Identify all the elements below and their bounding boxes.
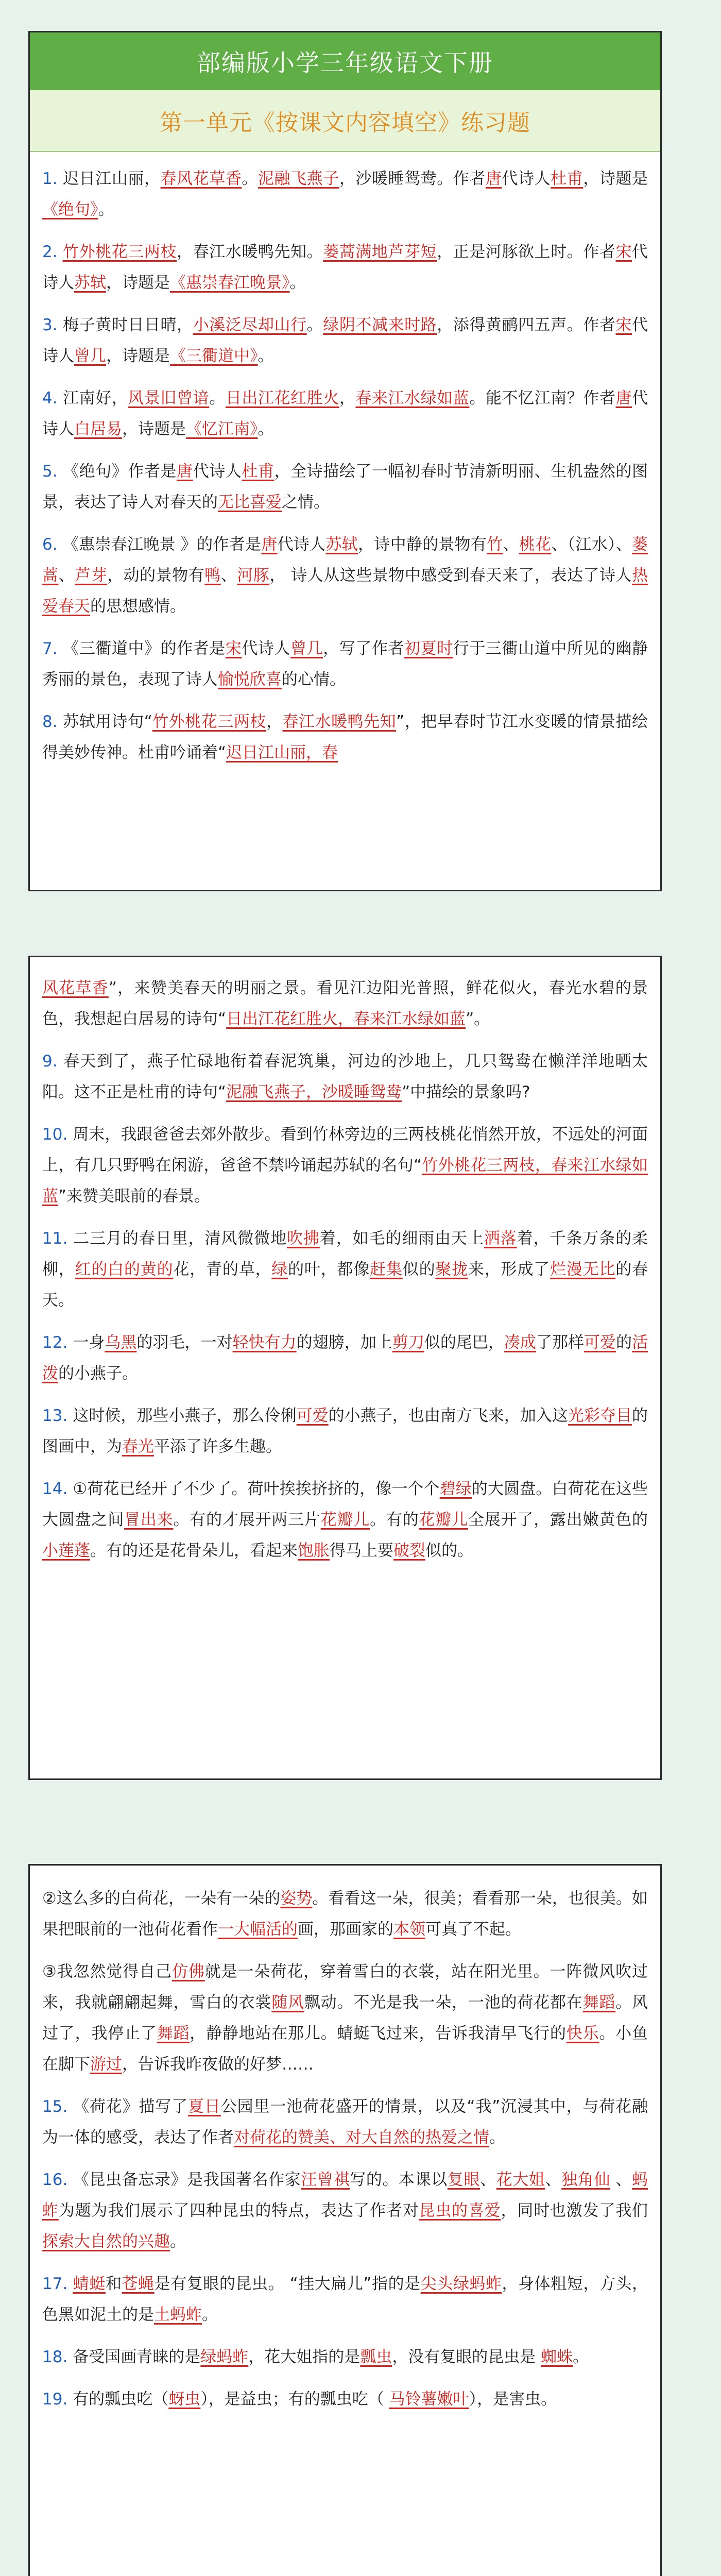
answer-text: 花大姐	[496, 2171, 545, 2189]
worksheet-page-1	[28, 31, 662, 891]
answer-text: 白居易	[74, 420, 122, 438]
question-text: 这时候，那些小燕子，那么伶俐	[73, 1406, 297, 1425]
question-text: 。	[489, 2128, 505, 2147]
answer-text: 竹	[487, 535, 503, 554]
question-text: 。	[306, 316, 323, 334]
question-text: 的叶，都像	[288, 1260, 370, 1279]
answer-text: 复眼	[447, 2171, 480, 2189]
answer-text: 竹外桃花三两枝	[62, 243, 177, 261]
answer-text: 花瓣儿	[419, 1511, 468, 1529]
question-item	[42, 2342, 648, 2372]
question-text: ”来赞美眼前的春景。	[58, 1187, 211, 1206]
question-item	[42, 236, 648, 298]
question-text: 二三月的春日里，清风微微地	[73, 1229, 287, 1248]
answer-text: 苍蝇	[122, 2275, 154, 2293]
worksheet-page-3	[28, 1864, 662, 2576]
question-text: 画，那画家的	[298, 1920, 393, 1939]
question-text: ，诗题是	[122, 420, 186, 438]
question-text: 、	[58, 566, 75, 585]
answer-text: 桃花	[519, 535, 552, 554]
question-number: 13.	[42, 1406, 68, 1425]
answer-text: 本领	[393, 1920, 425, 1939]
answer-text: 红的白的黄的	[75, 1260, 174, 1279]
question-text: 平添了许多生趣。	[154, 1437, 282, 1456]
answer-text: 竹外桃花三两枝	[152, 713, 266, 731]
question-text: ，正是河豚欲上时。作者	[437, 243, 616, 261]
answer-text: 瓢虫	[360, 2348, 392, 2366]
answer-text: 小溪泛尽却山行	[193, 316, 307, 334]
question-text: 。	[573, 2348, 589, 2366]
question-text: 的图画中，为	[42, 1406, 648, 1456]
question-number: 3.	[42, 316, 58, 334]
question-text: 似的。	[425, 1541, 473, 1560]
answer-text: 光彩夺目	[568, 1406, 632, 1425]
question-text: 《绝句》作者是	[62, 462, 177, 481]
answer-text: 春光	[122, 1437, 154, 1456]
question-item	[42, 1473, 648, 1566]
question-text: ，全诗描绘了一幅初春时节清新明丽、生机盎然的图景，表达了诗人对春天的	[42, 462, 648, 512]
question-text: 《三衢道中》的作者是	[62, 639, 226, 658]
question-text: ，没有复眼的昆虫是	[392, 2348, 541, 2366]
question-item	[42, 310, 648, 371]
answer-text: 花瓣儿	[320, 1511, 370, 1529]
answer-text: 蒌蒿满地芦芽短	[323, 243, 437, 261]
answer-text: 独角仙	[561, 2171, 610, 2189]
page-title: 部编版小学三年级语文下册	[197, 49, 493, 77]
question-text: 。	[242, 170, 258, 188]
answer-text: 迟日江山丽，春	[226, 743, 338, 762]
question-text: ②这么多的白荷花，一朵有一朵的	[42, 1889, 281, 1908]
answer-text: 唐	[177, 462, 193, 481]
question-text: 。有的还是花骨朵儿，看起来	[90, 1541, 298, 1560]
question-list	[30, 1866, 660, 2415]
answer-text: 对荷花的赞美、对大自然的热爱之情	[234, 2128, 489, 2147]
question-text: ”，来赞美春天的明丽之景。看见江边阳光普照，鲜花似火，春光水碧的景色，我想起白居易的诗句“	[42, 979, 648, 1028]
answer-text: 洒落	[484, 1229, 517, 1248]
question-text: 、	[220, 566, 237, 585]
question-text: ，	[266, 713, 283, 731]
question-text: 的春天。	[42, 1260, 648, 1310]
question-text: ”。	[466, 1010, 490, 1028]
answer-text: 仿佛	[171, 1962, 205, 1981]
question-item	[42, 1223, 648, 1316]
answer-text: 泥融飞燕子	[258, 170, 339, 188]
answer-text: 蚂蚱	[42, 2171, 648, 2220]
question-number: 7.	[42, 639, 58, 658]
question-number: 8.	[42, 713, 58, 731]
question-text: ， 诗人从这些景物中感受到春天来了，表达了诗人	[269, 566, 632, 585]
answer-text: 凑成	[504, 1333, 536, 1352]
answer-text: 赶集	[370, 1260, 403, 1279]
question-text: 和	[106, 2275, 122, 2293]
question-text: 着，千条万条的柔柳，	[42, 1229, 648, 1279]
answer-text: 吹拂	[287, 1229, 320, 1248]
answer-text: 春来江水绿如蓝	[355, 389, 470, 408]
answer-text: 鸭	[204, 566, 221, 585]
question-text: 《惠崇春江晚景 》的作者是	[62, 535, 262, 554]
question-text: 就是一朵荷花，穿着雪白的衣裳，站在阳光里。一阵微风吹过来，我就翩翩起舞，雪白的衣裳	[42, 1962, 648, 2012]
question-text: 。有的	[370, 1511, 419, 1529]
answer-text: 活泼	[42, 1333, 648, 1383]
question-item	[42, 2091, 648, 2153]
question-text: 、	[610, 2171, 632, 2189]
question-number: 18.	[42, 2348, 68, 2366]
answer-text: 夏日	[188, 2097, 221, 2116]
question-number: 17.	[42, 2275, 68, 2293]
answer-text: 宋	[615, 243, 632, 261]
question-text: 了那样	[536, 1333, 585, 1352]
question-text: ，	[339, 389, 356, 408]
answer-text: 小莲蓬	[42, 1541, 90, 1560]
answer-text: 苏轼	[325, 535, 358, 554]
question-item	[42, 2268, 648, 2330]
answer-text: 蚜虫	[168, 2390, 201, 2409]
subtitle-banner	[30, 90, 660, 152]
question-text: 似的	[402, 1260, 436, 1279]
question-number: 2.	[42, 243, 58, 261]
question-text: 有的瓢虫吃（	[73, 2390, 169, 2409]
question-text: ，春江水暖鸭先知。	[177, 243, 323, 261]
answer-text: 苏轼	[74, 274, 106, 292]
page-subtitle: 第一单元《按课文内容填空》练习题	[160, 110, 530, 136]
question-text: ，花大姐指的是	[248, 2348, 360, 2366]
question-text: 代诗人	[42, 389, 648, 438]
question-text: ，沙暖睡鸳鸯。作者	[339, 170, 486, 188]
question-text: 、	[503, 535, 519, 554]
answer-text: 曾几	[290, 639, 323, 658]
question-number: 6.	[42, 535, 58, 554]
question-text: 可真了不起。	[425, 1920, 521, 1939]
question-text: 迟日江山丽，	[62, 170, 161, 188]
question-text: 梅子黄时日日晴，	[62, 316, 193, 334]
question-text: 代诗人	[502, 170, 551, 188]
question-number: 10.	[42, 1125, 68, 1144]
question-item	[42, 706, 648, 768]
question-text: ，诗题是	[106, 347, 170, 365]
question-text: ，诗题是	[106, 274, 170, 292]
question-number: 14.	[42, 1480, 68, 1498]
question-text: 、（江水）、	[551, 535, 632, 554]
answer-text: 破裂	[393, 1541, 425, 1560]
question-item	[42, 973, 648, 1035]
answer-text: 唐	[615, 389, 632, 408]
question-list	[30, 957, 660, 1566]
answer-text: 《三衢道中》	[170, 347, 258, 365]
question-text: 江南好，	[62, 389, 128, 408]
question-text: 。能不忆江南？作者	[469, 389, 616, 408]
answer-text: 姿势	[280, 1889, 313, 1908]
answer-text: 唐	[485, 170, 502, 188]
answer-text: 风花草香	[42, 979, 109, 997]
question-text: 公园里一池荷花盛开的情景，以及“我”沉浸其中，与荷花融为一体的感受，表达了作者	[42, 2097, 648, 2147]
worksheet-page-2	[28, 956, 662, 1780]
question-item	[42, 163, 648, 225]
question-text: 花，青的草，	[173, 1260, 272, 1279]
question-text: ），是害虫。	[469, 2390, 557, 2409]
question-text: 代诗人	[193, 462, 242, 481]
question-text: ，静静地站在那儿。蜻蜓飞过来，告诉我清早飞行的	[190, 2024, 566, 2043]
question-text: 的心情。	[282, 670, 346, 689]
question-text: 、	[545, 2171, 562, 2189]
question-text: 的小燕子。	[58, 1364, 138, 1383]
question-text: 。	[209, 389, 226, 408]
answer-text: 尖头绿蚂蚱	[420, 2275, 502, 2293]
answer-text: 土蚂蚱	[154, 2306, 202, 2324]
question-number: 11.	[42, 1229, 68, 1248]
question-item	[42, 1119, 648, 1212]
question-text: ，身体粗短，方头，色黑如泥土的是	[42, 2275, 648, 2324]
question-text: 全展开了，露出嫩黄色的	[468, 1511, 648, 1529]
answer-text: 冒出来	[124, 1511, 174, 1529]
question-text: 。风过了，我停止了	[42, 1993, 648, 2043]
question-text: 的小燕子，也由南方飞来，加入这	[328, 1406, 568, 1425]
question-text: ③我忽然觉得自己	[42, 1962, 172, 1981]
question-item	[42, 529, 648, 622]
answer-text: 随风	[271, 1993, 304, 2012]
question-text: 代诗人	[242, 639, 291, 658]
question-item	[42, 456, 648, 518]
question-number: 5.	[42, 462, 58, 481]
answer-text: 愉悦欣喜	[218, 670, 282, 689]
question-text: 着，如毛的细雨由天上	[319, 1229, 484, 1248]
answer-text: 乌黑	[105, 1333, 137, 1352]
answer-text: 饱胀	[298, 1541, 330, 1560]
question-text: 。	[258, 420, 274, 438]
answer-text: 泥融飞燕子，沙暖睡鸳鸯	[226, 1083, 402, 1101]
question-text: ”，把早春时节江水变暖的情景描绘得美妙传神。杜甫吟诵着“	[42, 713, 648, 762]
answer-text: 探索大自然的兴趣	[42, 2232, 170, 2251]
question-text: 备受国画青睐的是	[73, 2348, 201, 2366]
question-item	[42, 1956, 648, 2080]
question-text: 代诗人	[277, 535, 326, 554]
answer-text: 绿阴不减来时路	[323, 316, 437, 334]
question-number: 9.	[42, 1052, 58, 1071]
question-text: 、	[480, 2171, 496, 2189]
answer-text: 宋	[615, 316, 632, 334]
question-text: 一身	[73, 1333, 105, 1352]
answer-text: 初夏时	[404, 639, 453, 658]
answer-text: 热爱春天	[42, 566, 648, 616]
question-text: 《昆虫备忘录》是我国著名作家	[73, 2171, 301, 2189]
question-text: 《荷花》描写了	[73, 2097, 188, 2116]
answer-text: 汪曾祺	[301, 2171, 350, 2189]
question-number: 12.	[42, 1333, 68, 1352]
question-text: ，同时也激发了我们	[501, 2201, 648, 2220]
answer-text: 杜甫	[242, 462, 274, 481]
answer-text: 快乐	[566, 2024, 599, 2043]
question-text: 似的尾巴，	[424, 1333, 504, 1352]
answer-text: 杜甫	[551, 170, 583, 188]
answer-text: 可爱	[296, 1406, 329, 1425]
answer-text: 竹外桃花三两枝，春来江水绿如蓝	[42, 1156, 648, 1206]
answer-text: 蒌蒿	[42, 535, 648, 585]
title-banner	[30, 32, 660, 90]
question-number: 15.	[42, 2097, 68, 2116]
answer-text: 河豚	[237, 566, 270, 585]
question-text: 。	[289, 274, 306, 292]
question-text: 。	[98, 200, 114, 219]
question-text: 代诗人	[42, 243, 648, 292]
answer-text: 可爱	[584, 1333, 616, 1352]
answer-text: 一大幅活的	[218, 1920, 298, 1939]
question-text: ，添得黄鹂四五声。作者	[437, 316, 616, 334]
answer-text: 唐	[261, 535, 278, 554]
question-item	[42, 1046, 648, 1108]
answer-text: 风景旧曾谙	[128, 389, 210, 408]
question-item	[42, 633, 648, 695]
question-text: 周末，我跟爸爸去郊外散步。看到竹林旁边的三两枝桃花悄然开放，不远处的河面上，有几只野鸭在闲游，爸爸不禁吟诵起苏轼的名句“	[42, 1125, 648, 1175]
question-item	[42, 383, 648, 445]
answer-text: 剪刀	[392, 1333, 424, 1352]
question-text: 代诗人	[42, 316, 648, 365]
answer-text: 绿	[271, 1260, 288, 1279]
question-text: 的羽毛，一对	[136, 1333, 233, 1352]
question-text: ，诗中静的景物有	[358, 535, 487, 554]
question-text: ，写了作者	[323, 639, 405, 658]
question-number: 4.	[42, 389, 58, 408]
answer-text: 日出江花红胜火，春来江水绿如蓝	[226, 1010, 466, 1028]
answer-text: 马铃薯嫩叶	[389, 2390, 469, 2409]
answer-text: 宋	[225, 639, 242, 658]
question-text: 的翅膀，加上	[296, 1333, 392, 1352]
question-text: 的	[616, 1333, 632, 1352]
question-item	[42, 2384, 648, 2415]
question-text: 行于三衢山道中所见的幽静秀丽的景色，表现了诗人	[42, 639, 648, 689]
question-text: 之情。	[282, 493, 330, 512]
question-text: ，告诉我昨夜做的好梦……	[122, 2055, 314, 2074]
answer-text: 蜘蛛	[541, 2348, 573, 2366]
question-text: ”中描绘的景象吗?	[402, 1083, 530, 1101]
answer-text: 舞蹈	[582, 1993, 616, 2012]
question-text: 为题为我们展示了四种昆虫的特点，表达了作者对	[58, 2201, 419, 2220]
question-text: 来，形成了	[468, 1260, 551, 1279]
answer-text: 无比喜爱	[218, 493, 282, 512]
question-text: 写的。本课以	[350, 2171, 448, 2189]
question-text: 苏轼用诗句“	[62, 713, 152, 731]
question-text: ，诗题是	[583, 170, 648, 188]
question-text: ），是益虫；有的瓢虫吃（	[200, 2390, 389, 2409]
answer-text: 春风花草香	[160, 170, 242, 188]
question-number: 16.	[42, 2171, 68, 2189]
question-text: ，动的景物有	[107, 566, 205, 585]
answer-text: 芦芽	[75, 566, 108, 585]
question-number: 1.	[42, 170, 58, 188]
answer-text: 蜻蜓	[73, 2275, 106, 2293]
question-item	[42, 1327, 648, 1389]
answer-text: 《绝句》	[42, 200, 98, 219]
answer-text: 轻快有力	[232, 1333, 297, 1352]
answer-text: 《惠崇春江晚景》	[170, 274, 290, 292]
question-text: 。有的才展开两三片	[173, 1511, 321, 1529]
answer-text: 绿蚂蚱	[200, 2348, 249, 2366]
question-text: 。	[170, 2232, 186, 2251]
question-text: 飘动。不光是我一朵，一池的荷花都在	[304, 1993, 583, 2012]
answer-text: 游过	[90, 2055, 122, 2074]
question-text: 是有复眼的昆虫。 “挂大扁儿”指的是	[154, 2275, 421, 2293]
question-text: 。	[202, 2306, 218, 2324]
answer-text: 碧绿	[439, 1480, 472, 1498]
question-number: 19.	[42, 2390, 68, 2409]
question-text: 的大圆盘。白荷花在这些大圆盘之间	[42, 1480, 648, 1529]
answer-text: 日出江花红胜火	[225, 389, 339, 408]
question-item	[42, 1400, 648, 1462]
answer-text: 昆虫的喜爱	[419, 2201, 501, 2220]
answer-text: 曾几	[74, 347, 106, 365]
question-text: 春天到了，燕子忙碌地衔着春泥筑巢，河边的沙地上，几只鸳鸯在懒洋洋地晒太阳。这不正是杜甫的诗句“	[42, 1052, 648, 1101]
question-text: 。看看这一朵，很美；看看那一朵，也很美。如果把眼前的一池荷花看作	[42, 1889, 648, 1939]
question-text: 得马上要	[330, 1541, 393, 1560]
answer-text: 春江水暖鸭先知	[282, 713, 397, 731]
answer-text: 《忆江南》	[186, 420, 258, 438]
question-item	[42, 1883, 648, 1945]
question-item	[42, 2164, 648, 2257]
question-text: 。	[258, 347, 274, 365]
question-text: ①荷花已经开了不少了。荷叶挨挨挤挤的，像一个个	[73, 1480, 440, 1498]
question-list	[30, 152, 660, 768]
question-text: 的思想感情。	[90, 597, 186, 616]
answer-text: 聚拢	[435, 1260, 469, 1279]
question-text: 。小鱼在脚下	[42, 2024, 648, 2074]
answer-text: 舞蹈	[157, 2024, 190, 2043]
answer-text: 烂漫无比	[550, 1260, 616, 1279]
